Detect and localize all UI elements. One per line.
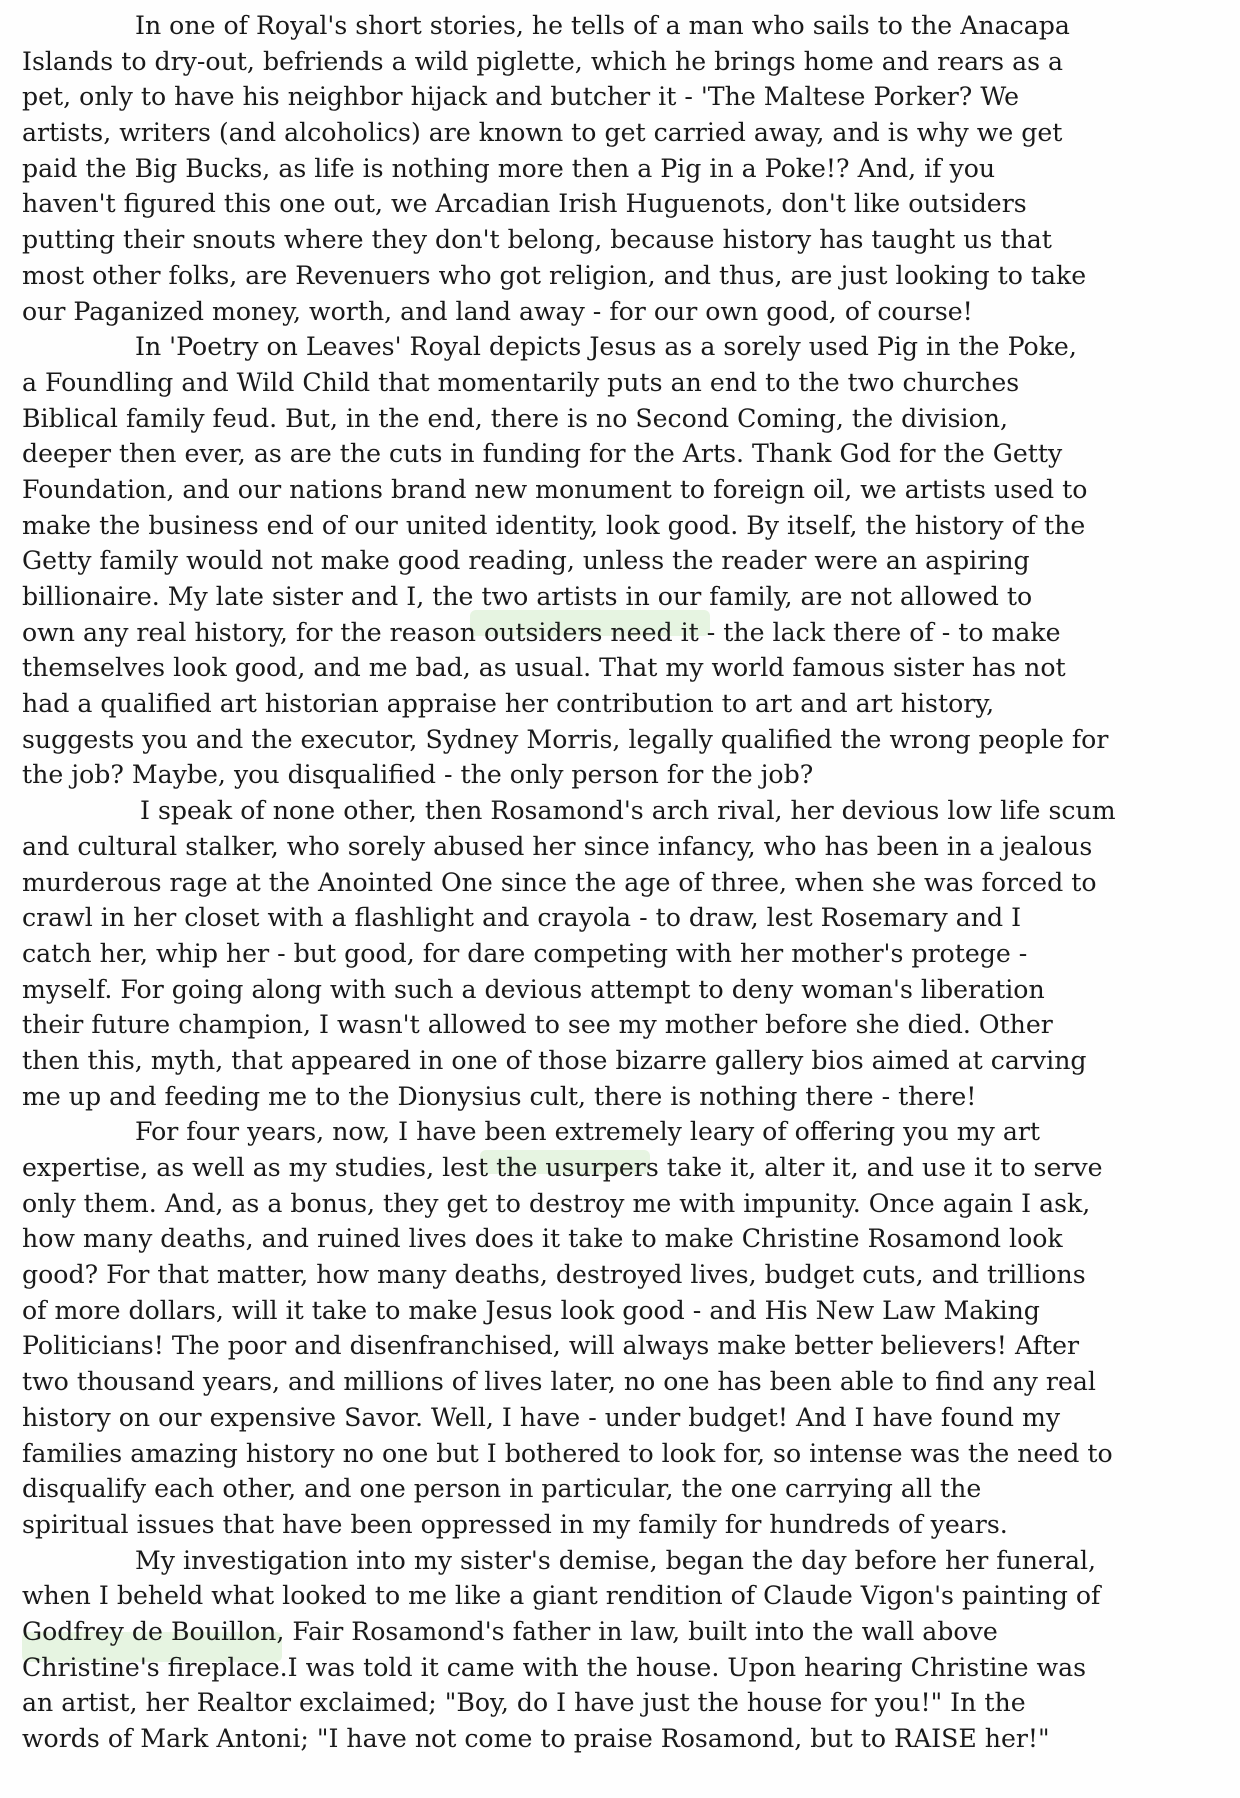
- text-line: Islands to dry-out, befriends a wild piglette, which he brings home and rears as a: [22, 46, 1064, 76]
- text-line: words of Mark Antoni; "I have not come to praise Rosamond, but to RAISE her!": [22, 1724, 1050, 1753]
- text-line: murderous rage at the Anointed One since the age of three, when she was forced to: [22, 867, 1097, 897]
- text-line: then this, myth, that appeared in one of those bizarre gallery bios aimed at carving: [22, 1045, 1087, 1075]
- text-line: artists, writers (and alcoholics) are known to get carried away, and is why we get: [22, 118, 1063, 148]
- text-line: two thousand years, and millions of lives later, no one has been able to find any real: [22, 1367, 1096, 1397]
- text-line: most other folks, are Revenuers who got religion, and thus, are just looking to take: [22, 260, 1087, 290]
- text-line: Getty family would not make good reading, unless the reader were an aspiring: [22, 546, 1030, 576]
- text-line: only them. And, as a bonus, they get to destroy me with impunity. Once again I ask,: [22, 1188, 1091, 1218]
- text-line: families amazing history no one but I bothered to look for, so intense was the need to: [22, 1438, 1113, 1468]
- text-line: Biblical family feud. But, in the end, there is no Second Coming, the division,: [22, 403, 1009, 433]
- text-line: crawl in her closet with a flashlight and crayola - to draw, lest Rosemary and I: [22, 903, 1022, 933]
- body-text: [22, 8, 1228, 1757]
- text-line: catch her, whip her - but good, for dare competing with her mother's protege -: [22, 938, 1028, 968]
- text-line: history on our expensive Savor. Well, I have - under budget! And I have found my: [22, 1402, 1061, 1432]
- text-line: make the business end of our united identity, look good. By itself, the history of the: [22, 510, 1086, 540]
- text-line: me up and feeding me to the Dionysius cult, there is nothing there - there!: [22, 1081, 977, 1111]
- text-line: Politicians! The poor and disenfranchised, will always make better believers! After: [22, 1331, 1080, 1361]
- text-line: Foundation, and our nations brand new monument to foreign oil, we artists used to: [22, 474, 1088, 504]
- text-line: putting their snouts where they don't belong, because history has taught us that: [22, 225, 1052, 255]
- text-line: good? For that matter, how many deaths, destroyed lives, budget cuts, and trillions: [22, 1260, 1086, 1290]
- text-line: haven't figured this one out, we Arcadian Irish Huguenots, don't like outsiders: [22, 189, 1027, 219]
- text-line: our Paganized money, worth, and land away - for our own good, of course!: [22, 296, 973, 326]
- text-line: paid the Big Bucks, as life is nothing more then a Pig in a Poke!? And, if you: [22, 153, 996, 183]
- text-line: and cultural stalker, who sorely abused her since infancy, who has been in a jealous: [22, 831, 1093, 861]
- text-line: I speak of none other, then Rosamond's arch rival, her devious low life scum: [140, 796, 1116, 826]
- text-line: pet, only to have his neighbor hijack and butcher it - 'The Maltese Porker? We: [22, 82, 1020, 112]
- text-line: For four years, now, I have been extremely leary of offering you my art: [135, 1117, 1041, 1147]
- text-line: a Foundling and Wild Child that momentarily puts an end to the two churches: [22, 367, 1020, 397]
- text-line: suggests you and the executor, Sydney Morris, legally qualified the wrong people for: [22, 724, 1109, 754]
- text-line: expertise, as well as my studies, lest the usurpers take it, alter it, and use it to serve: [22, 1153, 1103, 1182]
- text-line: their future champion, I wasn't allowed to see my mother before she died. Other: [22, 1010, 1053, 1040]
- text-line: Christine's fireplace.I was told it came with the house. Upon hearing Christine was: [22, 1652, 1087, 1682]
- text-line: themselves look good, and me bad, as usual. That my world famous sister has not: [22, 653, 1066, 683]
- text-line: myself. For going along with such a devious attempt to deny woman's liberation: [22, 974, 1045, 1004]
- text-line: when I beheld what looked to me like a giant rendition of Claude Vigon's painting of: [22, 1581, 1101, 1611]
- text-line: My investigation into my sister's demise, began the day before her funeral,: [135, 1545, 1097, 1575]
- text-line: the job? Maybe, you disqualified - the only person for the job?: [22, 760, 814, 790]
- text-line: Godfrey de Bouillon, Fair Rosamond's father in law, built into the wall above: [22, 1616, 998, 1646]
- text-line: deeper then ever, as are the cuts in funding for the Arts. Thank God for the Getty: [22, 439, 1063, 469]
- text-line: In one of Royal's short stories, he tells of a man who sails to the Anacapa: [135, 11, 1070, 40]
- text-line: In 'Poetry on Leaves' Royal depicts Jesus as a sorely used Pig in the Poke,: [135, 332, 1077, 362]
- text-line: own any real history, for the reason outsiders need it - the lack there of - to make: [22, 617, 1061, 647]
- text-line: of more dollars, will it take to make Jesus look good - and His New Law Making: [22, 1295, 1040, 1325]
- text-line: how many deaths, and ruined lives does it take to make Christine Rosamond look: [22, 1224, 1063, 1254]
- text-line: had a qualified art historian appraise her contribution to art and art history,: [22, 689, 995, 719]
- text-line: an artist, her Realtor exclaimed; "Boy, do I have just the house for you!" In the: [22, 1688, 1026, 1718]
- text-line: spiritual issues that have been oppressed in my family for hundreds of years.: [22, 1509, 1008, 1539]
- text-line: billionaire. My late sister and I, the two artists in our family, are not allowed to: [22, 582, 1033, 611]
- text-line: disqualify each other, and one person in particular, the one carrying all the: [22, 1474, 982, 1504]
